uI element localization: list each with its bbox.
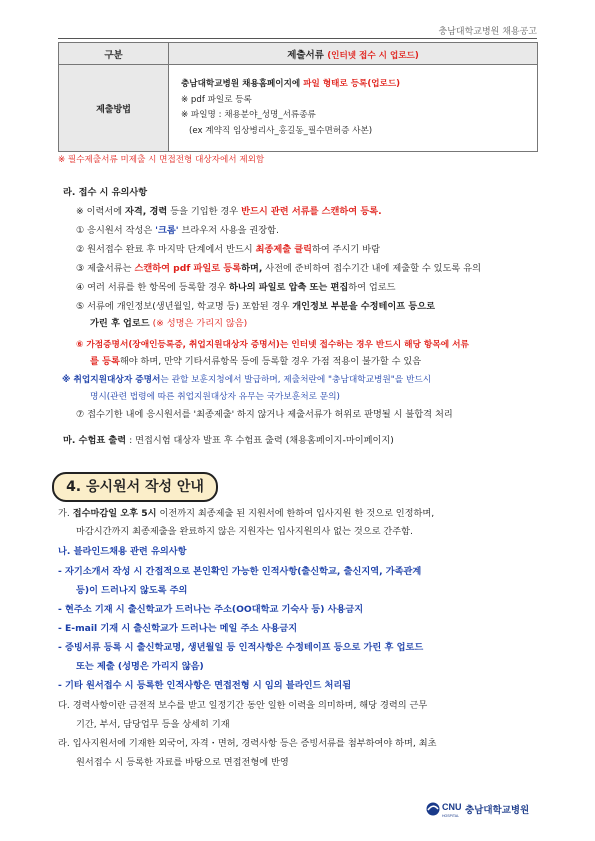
item-4: ④ 여러 서류를 한 항목에 등록할 경우 하나의 파일로 압축 또는 편집하여 업로드 [76,282,396,293]
method-line-4: (ex 계약직 임상병리사_홍길동_필수면허증 사본) [189,125,373,136]
logo-abbr: CNU [442,802,462,812]
logo-name: 충남대학교병원 [465,805,530,816]
logo-small: HOSPITAL [442,814,460,818]
item-7: ⑦ 접수기한 내에 응시원서를 '최종제출' 하지 않거나 제출서류가 허위로 판명될 시 불합격 처리 [76,409,453,420]
section-4-ga-cont: 마감시간까지 최종제출을 완료하지 않은 지원자는 입사지원의사 없는 것으로 간주함. [76,526,413,537]
hospital-logo [425,799,540,825]
item-5: ⑤ 서류에 개인정보(생년월일, 학교명 등) 포함된 경우 개인정보 부분을 수정테이프 등으로 [76,301,436,312]
section-4-title: 4. 응시원서 작성 안내 [52,472,218,502]
header-org: 충남대학교병원 채용공고 [438,27,537,37]
hospital-logo-icon [425,799,540,821]
section-ma: 마. 수험표 출력 : 면접시험 대상자 발표 후 수험표 출력 (채용홈페이지-마이페이지) [63,435,394,446]
method-line-2: ※ pdf 파일로 등록 [181,94,252,105]
section-4-na-title: 나. 블라인드채용 관련 유의사항 [58,546,187,557]
note-veteran-certificate-cont: 명시(관련 법령에 따른 취업지원대상자 유무는 국가보훈처로 문의) [90,392,340,402]
table-header-documents: 제출서류 (인터넷 접수 시 업로드) [169,43,538,65]
method-line-1: 충남대학교병원 채용홈페이지에 파일 형태로 등록(업로드) [181,79,401,89]
section-4-ra-cont: 원서접수 시 등록한 자료를 바탕으로 면접전형에 반영 [76,757,289,768]
section-ra-title: 라. 접수 시 유의사항 [63,187,148,198]
blind-rule-5: - 기타 원서접수 시 등록한 인적사항은 면접전형 시 임의 블라인드 처리됨 [58,680,352,691]
item-6-cont: 를 등록해야 하며, 만약 기타서류항목 등에 등록할 경우 가점 적용이 불가할 수 있음 [90,356,422,367]
section-4-da: 다. 경력사항이란 금전적 보수를 받고 일정기간 동안 일한 이력을 의미하며, 해당 경력의 근무 [58,700,428,711]
section-4-ga: 가. 접수마감일 오후 5시 이전까지 최종제출 된 지원서에 한하여 입사지원 한 것으로 인정하며, [58,508,435,519]
section-4-ra: 라. 입사지원서에 기재한 외국어, 자격・면허, 경력사항 등은 증빙서류를 첨부하여야 하며, 최초 [58,738,437,749]
section-4-da-cont: 기간, 부서, 담당업무 등을 상세히 기재 [76,719,230,730]
table-header-category: 구분 [59,43,169,65]
item-6: ⑥ 가점증명서(장애인등록증, 취업지원대상자 증명서)는 인터넷 접수하는 경우 반드시 해당 항목에 서류 [76,340,469,350]
table-header-note: (인터넷 접수 시 업로드) [327,50,419,61]
blind-rule-1: - 자기소개서 작성 시 간접적으로 본인확인 가능한 인적사항(출신학교, 출신지역, 가족관계 [58,566,422,577]
note-veteran-certificate: ※ 취업지원대상자 증명서는 관할 보훈지청에서 발급하며, 제출처란에 "충남대학교병원"을 반드시 [62,375,432,385]
item-2: ② 원서접수 완료 후 마지막 단계에서 반드시 최종제출 클릭하여 주시기 바람 [76,244,380,255]
required-docs-warning: ※ 필수제출서류 미제출 시 면접전형 대상자에서 제외함 [58,155,265,165]
item-1: ① 응시원서 작성은 '크롬' 브라우저 사용을 권장함. [76,225,279,236]
submission-method-cell [169,65,538,152]
item-5-cont: 가린 후 업로드 (※ 성명은 가리지 않음) [90,318,248,329]
method-line-3: ※ 파일명 : 채용분야_성명_서류종류 [181,110,316,120]
blind-rule-4: - 증빙서류 등록 시 출신학교명, 생년월일 등 인적사항은 수정테이프 등으로 가린 후 업로드 [58,642,424,653]
blind-rule-1-cont: 등)이 드러나지 않도록 주의 [76,585,188,596]
item-3: ③ 제출서류는 스캔하여 pdf 파일로 등록하며, 사전에 준비하여 접수기간 내에 제출할 수 있도록 유의 [76,263,481,274]
blind-rule-3: - E-mail 기재 시 출신학교가 드러나는 메일 주소 사용금지 [58,623,298,634]
submission-table [58,42,538,152]
note-scan-documents: ※ 이력서에 자격, 경력 등을 기입한 경우 반드시 관련 서류를 스캔하여 등록. [76,206,382,217]
row-label-method: 제출방법 [59,65,169,152]
blind-rule-2: - 현주소 기재 시 출신학교가 드러나는 주소(OO대학교 기숙사 등) 사용금지 [58,604,364,615]
header-rule [58,38,537,39]
blind-rule-4-cont: 또는 제출 (성명은 가리지 않음) [76,661,204,672]
